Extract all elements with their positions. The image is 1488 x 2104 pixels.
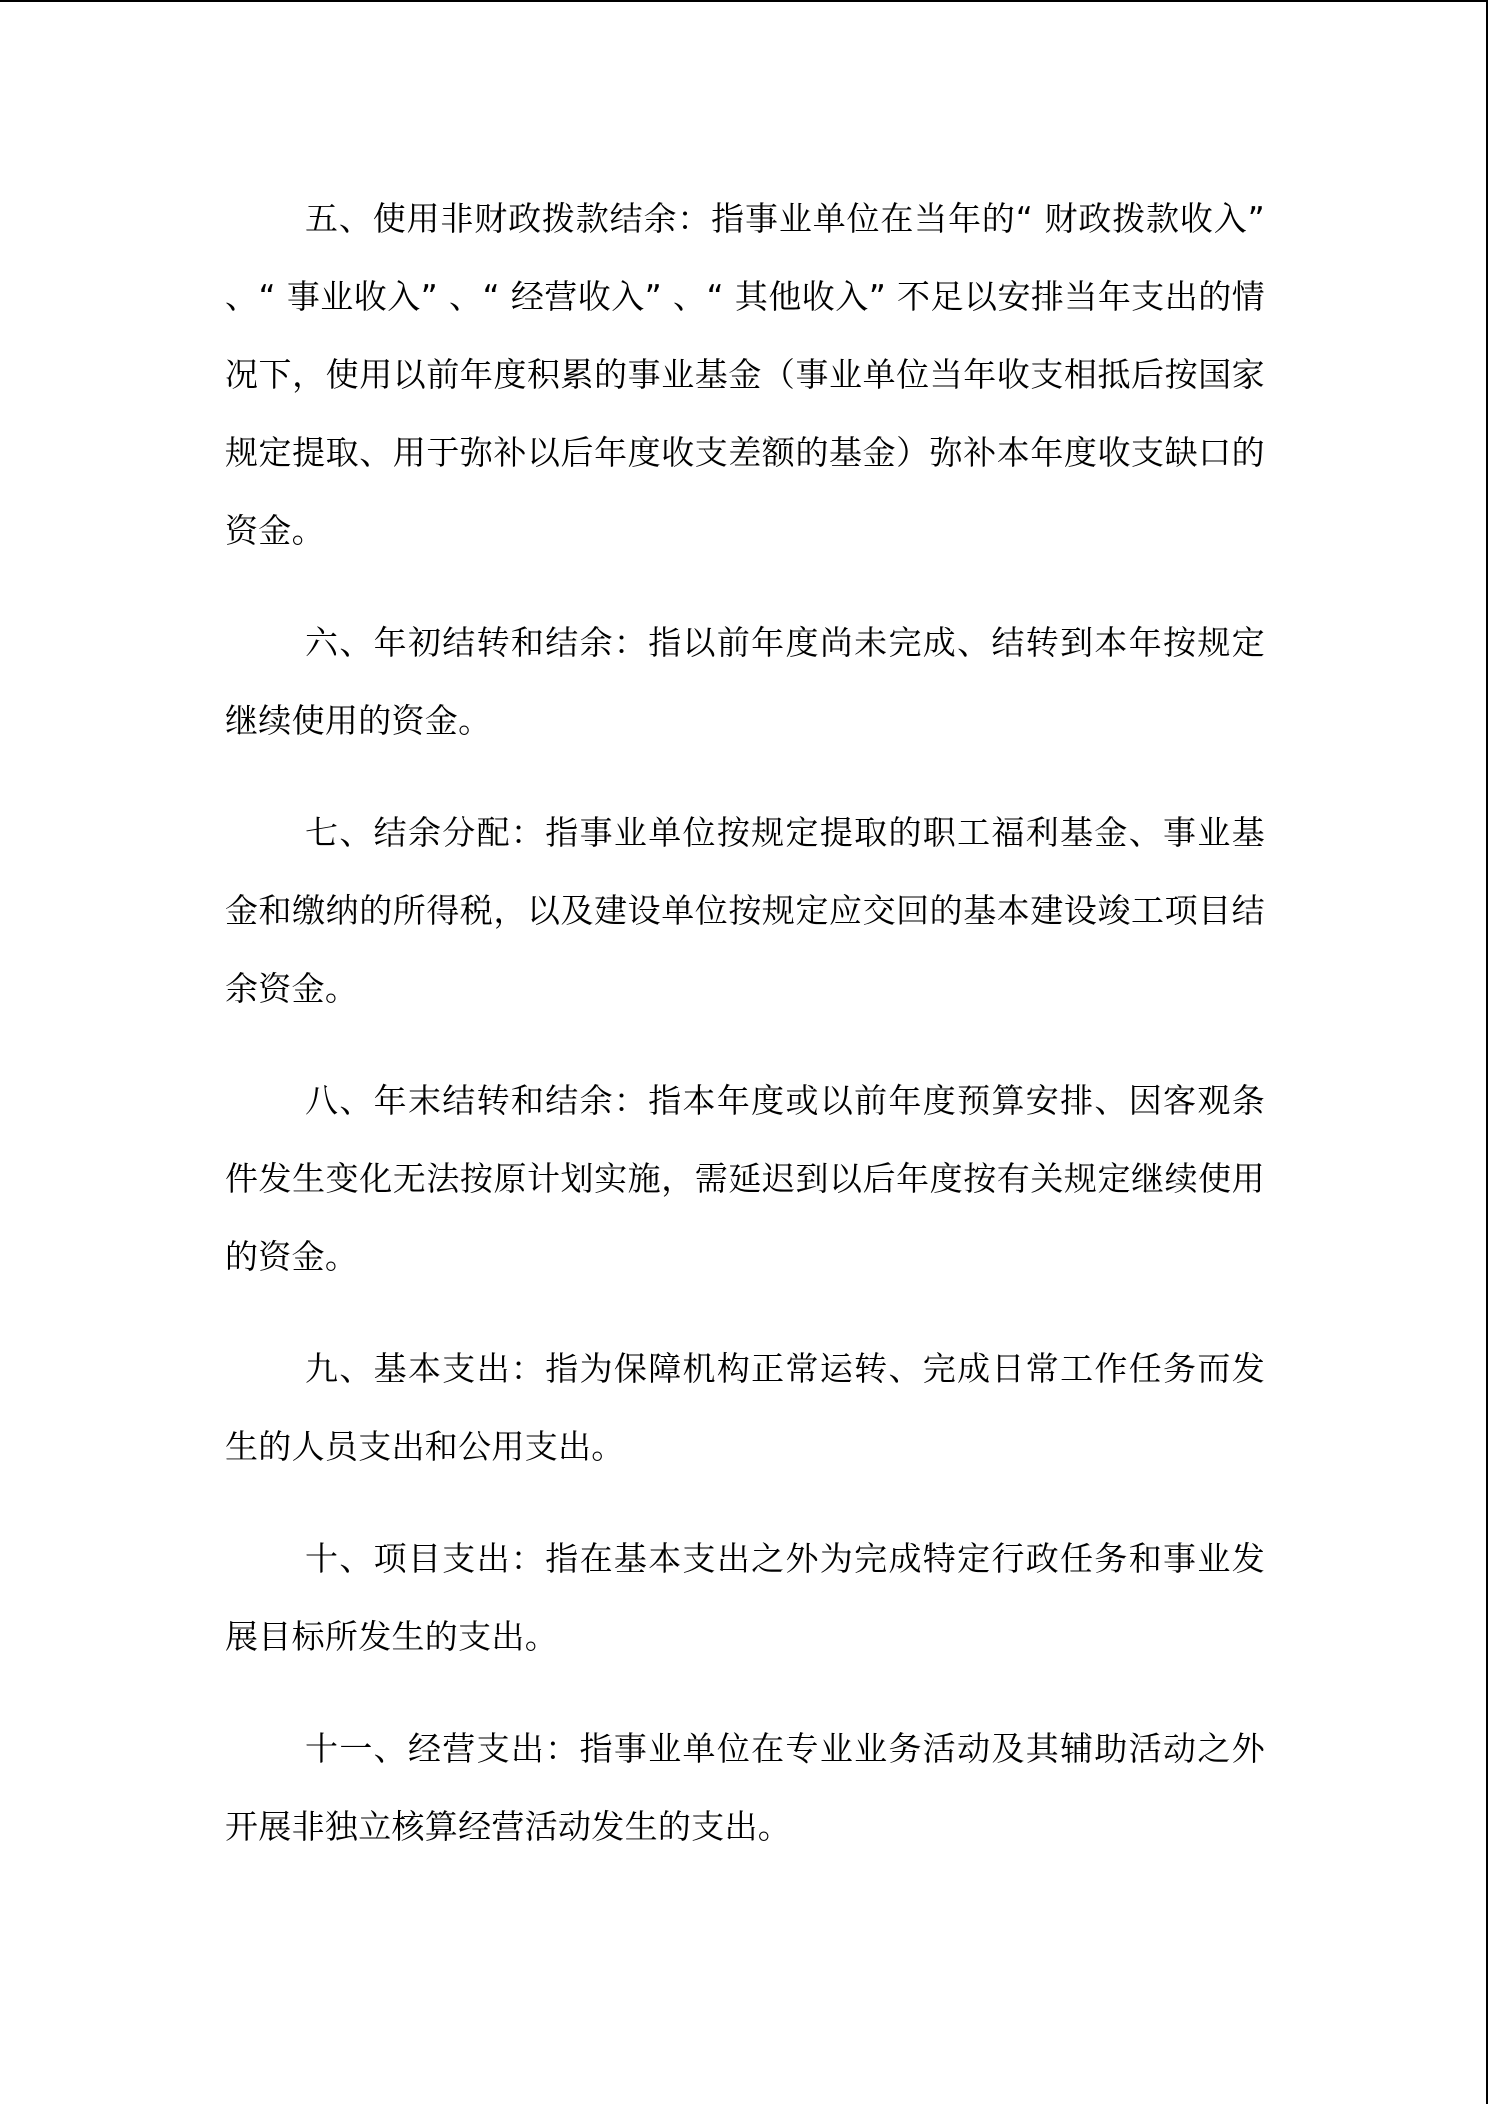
document-body bbox=[225, 180, 1265, 1900]
paragraph-11-operating-expenditure: 十一、经营支出：指事业单位在专业业务活动及其辅助活动之外开展非独立核算经营活动发生的支出。 bbox=[225, 1729, 1265, 1846]
paragraph-7-surplus-distribution: 七、结余分配：指事业单位按规定提取的职工福利基金、事业基金和缴纳的所得税，以及建设单位按规定应交回的基本建设竣工项目结余资金。 bbox=[225, 813, 1265, 1008]
page-border-top bbox=[0, 0, 1488, 2]
paragraph-10-project-expenditure: 十、项目支出：指在基本支出之外为完成特定行政任务和事业发展目标所发生的支出。 bbox=[225, 1539, 1265, 1656]
paragraph-9-basic-expenditure: 九、基本支出：指为保障机构正常运转、完成日常工作任务而发生的人员支出和公用支出。 bbox=[225, 1349, 1265, 1466]
paragraph-5-non-fiscal-surplus: 五、使用非财政拨款结余：指事业单位在当年的“ 财政拨款收入” 、“ 事业收入” 、“ 经营收入” 、“ 其他收入” 不足以安排当年支出的情况下，使用以前年度积累的事业基金（事业单位当年收支相抵后按国家规定提取、用于弥补以后年度收支差额的基金）弥补本年度收支缺口的资金。 bbox=[225, 199, 1265, 550]
paragraph-8-year-end-carryover: 八、年末结转和结余：指本年度或以前年度预算安排、因客观条件发生变化无法按原计划实施，需延迟到以后年度按有关规定继续使用的资金。 bbox=[225, 1081, 1265, 1276]
paragraph-6-beginning-carryover: 六、年初结转和结余：指以前年度尚未完成、结转到本年按规定继续使用的资金。 bbox=[225, 623, 1265, 740]
